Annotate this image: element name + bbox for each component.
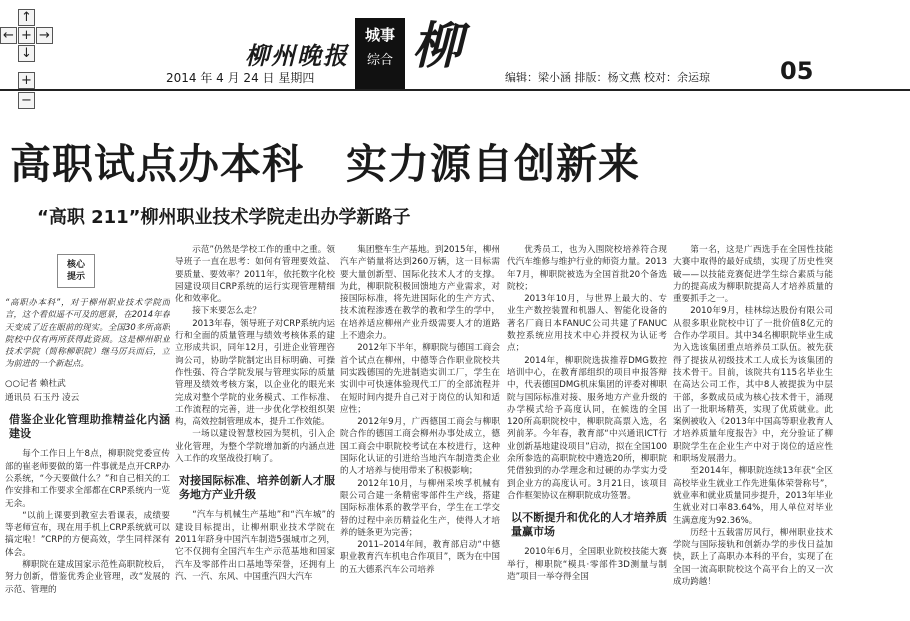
paragraph: 接下来要怎么走？ [192,306,261,317]
newspaper-name: 柳州晚报 [245,41,349,70]
paragraph: 集团整车生产基地。到2015年，柳州汽车产销量将达到260万辆，这一目标需要大量创新型、国际化技术人才的支撑。为此，柳职院积极回馈地方产业需求，对接国际标准，将先进国际化的生产方式、技术流程渗透在教学的教和学生的学中，在培养适应柳州产业升级需要人才的道路上不遗余力。 [340,245,500,342]
arrow-down-icon: ↓ [21,46,32,61]
arrow-right-icon: → [39,28,50,43]
paragraph: 2012年下半年，柳职院与德国工商会首个试点在柳州，中德等合作职业院校共同实践德国的先进制造实训工厂，学生在实训中可快速体验现代工厂的全部流程并在短时间内提升自己对于岗位的认知和适应性； [340,343,500,415]
page-number: 05 [780,57,814,85]
paragraph: 一场以建设智慧校园为契机，引入企业化管理，为整个学院增加新的内涵点进入工作的攻坚战役打响了。 [175,429,335,465]
paragraph: 历经十五载雷厉风行，柳州职业技术学院与国际接轨和创新办学的步伐日益加快，跃上了高职办本科的平台，实现了在全国一流高职院校这个高平台上的又一次成功跨越！ [673,527,833,588]
section-label-line2: 综合 [366,53,393,68]
publication-date: 2014 年 4 月 24 日 星期四 [166,71,315,85]
pan-down-button[interactable] [18,45,35,62]
paragraph: 柳职院在建成国家示范性高职院校后，努力创新，借鉴优秀企业管理，改“发展的示范、管理的 [5,560,170,595]
core-tip-line1: 核心 [66,260,85,270]
arrow-up-icon: ↑ [21,10,32,25]
pan-right-button[interactable] [36,27,53,44]
article-column-3 [340,244,500,621]
paragraph: 示范”仍然是学校工作的重中之重。领导班子一直在思考：如何有管理要效益、要质量、要效率？2011年，依托数字化校园建设项目CRP系统的运行实现管理精细化和效率化。 [175,245,335,305]
paragraph: 优秀员工，也为入围院校培养符合现代汽车维修与维护行业的师资力量。2013年7月，柳职院被选为全国首批20个备选院校； [507,245,667,292]
section-heading-1: 借鉴企业化管理助推精益化内涵建设 [9,413,170,441]
paragraph: 第一名，这是广西选手在全国性技能大赛中取得的最好成绩，实现了历史性突破——以技能竞赛促进学生综合素质与能力的提高成为柳职院提高人才培养质量的重要抓手之一。 [673,245,833,305]
paragraph: 2013年春，领导班子对CRP系统内运行和全面的质量管理与绩效考核体系的建立形成共识，同年12月，引进企业管理咨询公司，协助学院制定出目标明确、可操作性强、符合学院发展与管理实际的质量管理及绩效考核方案，以企业化的眼光来完成对整个学院的业务模式、工作标准、工作流程的完善，进一步优化学校组织架构，高效控制管理成本，提升工作效能。 [175,318,335,428]
article-column-5 [673,244,833,621]
editor-credits: 编辑：梁小涵 排版：杨文燕 校对：余运琼 [505,71,710,84]
paragraph: 2013年10月，与世界上最大的、专业生产数控装置和机器人、智能化设备的著名厂商日本FANUC公司共建了FANUC数控系统应用技术中心并授权为认证考点； [507,294,667,354]
core-tip-line2: 提示 [66,272,85,282]
article-subheadline: “高职 211”柳州职业技术学院走出办学新路子 [37,207,411,228]
section-brush-character: 柳 [412,16,462,75]
article-column-1 [5,246,170,621]
core-tip-label [57,254,95,288]
paragraph: 2012年9月，广西德国工商会与柳职院合作的德国工商会柳州办事处成立，德国工商会中职院校考试在本校进行，这种国际化认证的引进给当地汽车制造类企业的人才培养与使用带来了积极影响； [340,417,500,477]
paragraph: 2012年10月，与柳州采埃孚机械有限公司合建一条精密零部件生产线，搭建国际标准体系的教学平台，学生在工学交替的过程中亲历精益化生产，使得人才培养的链条更为完善； [340,478,500,538]
paragraph: 2010年6月，全国职业院校技能大赛举行，柳职院“模具·零部件3D测量与制造”项目一举夺得全国 [507,547,667,582]
paragraph: “以前上课要到教室去看课表，成绩要等老师宣布，现在用手机上CRP系统就可以搞定啦！”CRP的方便高效，学生同样深有体会。 [5,510,170,558]
paragraph: 2011–2014年间，教育部启动“中德职业教育汽车机电合作项目”，既为在中国的五大德系汽车公司培养 [340,540,500,575]
center-button[interactable] [18,27,35,44]
zoom-out-icon: − [21,93,32,108]
section-heading-2: 对接国际标准、培养创新人才服务地方产业升级 [179,474,335,502]
paragraph: 至2014年，柳职院连续13年获“全区高校毕业生就业工作先进集体荣誉称号”，就业率和就业质量同步提升，2013年毕业生就业对口率83.64%，用人单位对毕业生满意度为92.36%。 [673,466,833,526]
plus-icon: + [21,28,32,43]
zoom-in-icon: + [21,73,32,88]
article-headline: 高职试点办本科 实力源自创新来 [10,140,640,188]
zoom-in-button[interactable] [18,72,35,89]
article-column-2 [175,244,335,621]
header-divider [0,89,910,91]
byline-correspondent: 通讯员 石玉丹 凌云 [5,393,80,404]
pan-up-button[interactable] [18,9,35,26]
byline-reporter: ○○记者 赖杜武 [5,378,66,389]
section-heading-3: 以不断提升和优化的人才培养质量赢市场 [511,511,667,539]
article-intro: “高职办本科”，对于柳州职业技术学院而言，这个看似遥不可及的愿景，在2014年春天变成了近在眼前的现实。全国30多所高职院校中仅有两所获得此资质。这是柳州职业技术学院（简称柳职院）继马厉兵而后，立为前进的一个新起点。 [5,297,170,369]
arrow-left-icon: ← [3,28,14,43]
paragraph: 2014年，柳职院选拔推荐DMG数控培训中心，在教育部组织的项目申报答辩中，代表德国DMG机床集团的评委对柳职院与国际标准对接、服务地方产业升级的办学模式给予高度认同，在候选的全国120所高职院校中，柳职院高票入选，名列前茅。今年春，教育部“中兴通讯ICT行业创新基地建设项目”启动，拟在全国100余所参选的高职院校中遴选20所，柳职院凭借独到的办学理念和过硬的办学实力受到企业方的高度认可。3月21日，该项目合作框架协议在柳职院成功签署。 [507,355,667,501]
section-badge [355,18,405,90]
paragraph: 2010年9月，桂林综达股份有限公司从很多职业院校中订了一批价值8亿元的合作办学项目。其中34名柳职院毕业生成为入选该集团重点培养员工队伍。被先获得了提拔从初级技术工人成长为该集团的技术骨干。目前，该院共有115名毕业生在高达公司工作，其中8人被提拔为中层干部，多数成员成为核心技术骨干，涌现出了一批职场精英，实现了优质就业。此案例被收入《2013年中国高等职业教育人才培养质量年度报告》中，充分验证了柳职院学生在企业生产中对于岗位的适应性和职场发展潜力。 [673,306,833,465]
pan-left-button[interactable] [0,27,17,44]
paragraph: “汽车与机械生产基地”和“汽车城”的建设目标提出，让柳州职业技术学院在2011年跻身中国汽车制造5强城市之列，它不仅拥有全国汽车生产示范基地和国家汽车及零部件出口基地等荣誉，还拥有上汽、一汽、东风、中国重汽四大汽车 [175,510,335,582]
article-column-4 [507,244,667,621]
zoom-out-button[interactable] [18,92,35,109]
paragraph: 每个工作日上午8点，柳职院党委宣传部的崔老师要做的第一件事就是点开CRP办公系统，“今天要做什么？”和自己相关的工作安排和工作要求全部都在CRP系统内一览无余。 [5,449,170,509]
section-label-line1: 城事 [364,26,395,44]
